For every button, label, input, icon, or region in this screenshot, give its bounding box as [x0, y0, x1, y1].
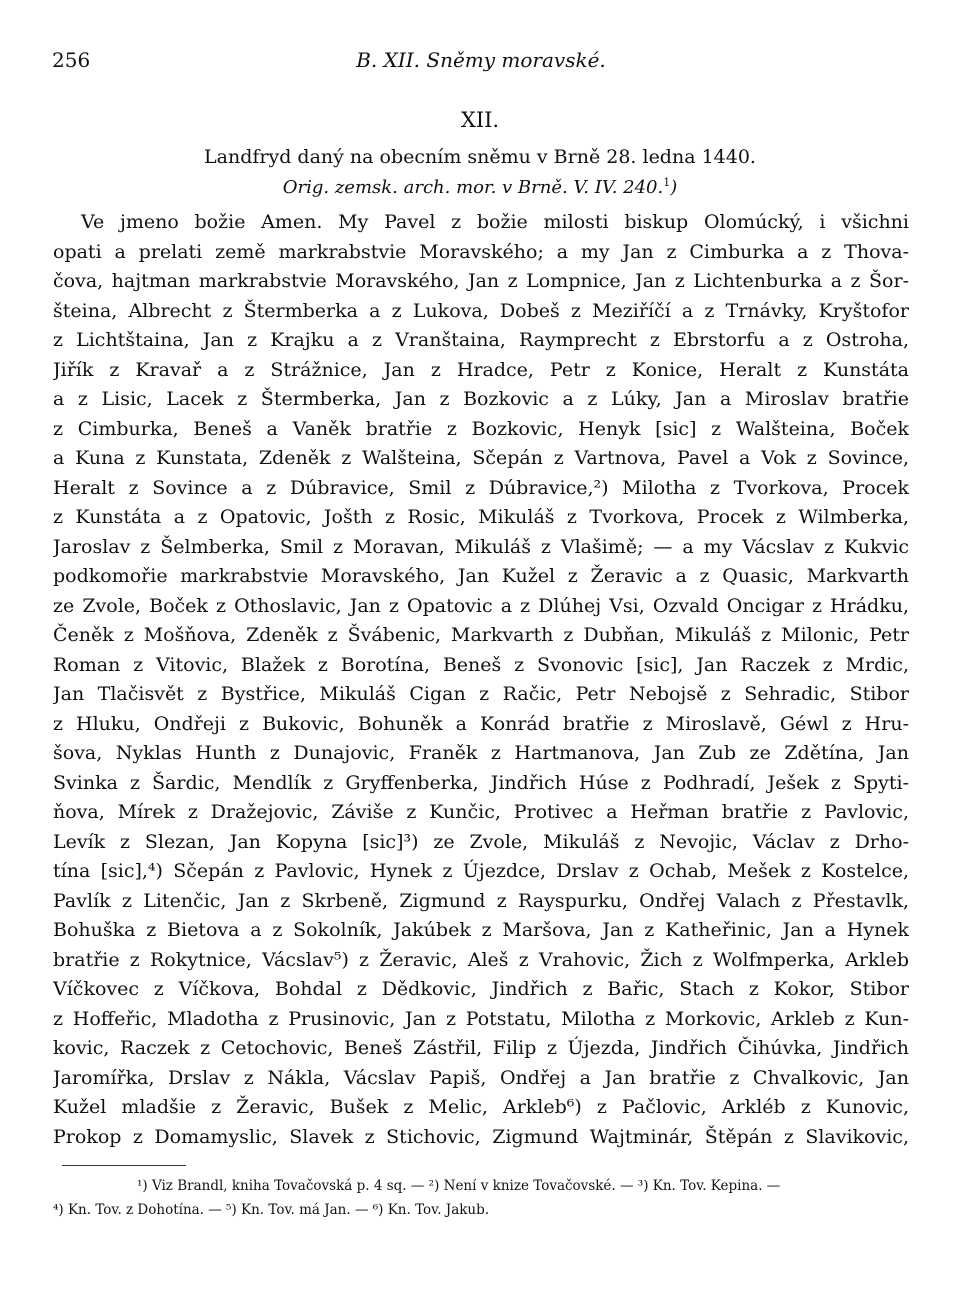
body-line: Víčkovec z Víčkova, Bohdal z Dědkovic, Jindřich z Bařic, Stach z Kokor, Stibor [53, 978, 909, 1000]
body-line: kovic, Raczek z Cetochovic, Beneš Zástřil, Filip z Újezda, Jindřich Čihúvka, Jindřich [53, 1037, 909, 1059]
body-line: a z Lisic, Lacek z Štermberka, Jan z Bozkovic a z Lúky, Jan a Miroslav bratřie [53, 388, 909, 410]
body-line: Kužel mladšie z Žeravic, Bušek z Melic, Arkleb⁶) z Pačlovic, Arkléb z Kunovic, [53, 1096, 909, 1118]
body-line: z Cimburka, Beneš a Vaněk bratřie z Bozkovic, Henyk [sic] z Walšteina, Boček [53, 417, 909, 440]
body-line: Čeněk z Mošňova, Zdeněk z Švábenic, Markvarth z Dubňan, Mikuláš z Milonic, Petr [53, 624, 909, 646]
footnotes [53, 1174, 909, 1222]
body-line: Pavlík z Litenčic, Jan z Skrbeně, Zigmund z Rayspurku, Ondřej Valach z Přestavlk, [53, 889, 909, 912]
footnote-line: ⁴) Kn. Tov. z Dohotína. — ⁵) Kn. Tov. má Jan. — ⁶) Kn. Tov. Jakub. [53, 1202, 490, 1218]
body-line: z Lichtštaina, Jan z Krajku a z Vranštaina, Raymprecht z Ebrstorfu a z Ostroha, [53, 329, 909, 351]
body-line: z Hoffeřic, Mladotha z Prusinovic, Jan z Potstatu, Milotha z Morkovic, Arkleb z Kun- [53, 1007, 909, 1030]
document-title: Landfryd daný na obecním sněmu v Brně 28. ledna 1440. [204, 146, 756, 168]
body-line: Prokop z Domamyslic, Slavek z Stichovic, Zigmund Wajtminár, Štěpán z Slavikovic, [53, 1125, 909, 1148]
body-line: Ve jmeno božie Amen. My Pavel z božie milosti biskup Olomúcký, i všichni [81, 211, 909, 233]
body-line: šova, Nyklas Hunth z Dunajovic, Franěk z Hartmanova, Jan Zub ze Zdětína, Jan [53, 742, 909, 764]
body-line: z Hluku, Ondřeji z Bukovic, Bohuněk a Konrád bratřie z Miroslavě, Géwl z Hru- [53, 712, 909, 735]
body-line: Levík z Slezan, Jan Kopyna [sic]³) ze Zvole, Mikuláš z Nevojic, Václav z Drho- [53, 830, 909, 853]
body-line: Svinka z Šardic, Mendlík z Gryffenberka, Jindřich Húse z Podhradí, Ješek z Spyti- [53, 771, 909, 794]
body-line: Jan Tlačisvět z Bystřice, Mikuláš Cigan z Račic, Petr Nebojsě z Sehradic, Stibor [53, 683, 909, 705]
body-line: Bohuška z Bietova a z Sokolník, Jakúbek z Maršova, Jan z Katheřinic, Jan a Hynek [53, 919, 909, 941]
page-header [52, 48, 910, 78]
body-line: ze Zvole, Boček z Othoslavic, Jan z Opatovic a z Dlúhej Vsi, Ozvald Oncigar z Hrádku, [53, 594, 909, 617]
body-line: a Kuna z Kunstata, Zdeněk z Walšteina, Sčepán z Vartnova, Pavel a Vok z Sovince, [53, 447, 909, 469]
body-line: Jaroslav z Šelmberka, Smil z Moravan, Mikuláš z Vlašimě; — a my Vácslav z Kukvic [53, 535, 909, 558]
body-line: šteina, Albrecht z Štermberka a z Lukova, Dobeš z Meziříčí a z Trnávky, Kryštofor [53, 299, 909, 322]
source-note-close: ) [670, 177, 678, 198]
body-text [53, 208, 909, 1152]
footnote-divider [62, 1165, 186, 1166]
body-line: ňova, Mírek z Dražejovic, Záviše z Kunčic, Protivec a Heřman bratřie z Pavlovic, [53, 801, 909, 823]
source-text: Orig. zemsk. arch. mor. v Brně. V. IV. 240. [282, 177, 664, 198]
body-line: opati a prelati země markrabstvie Moravského; a my Jan z Cimburka a z Thova- [53, 240, 909, 263]
body-line: Roman z Vitovic, Blažek z Borotína, Beneš z Svonovic [sic], Jan Raczek z Mrdic, [53, 653, 909, 676]
body-line: Jaromířka, Drslav z Nákla, Vácslav Papiš, Ondřej a Jan bratřie z Chvalkovic, Jan [53, 1066, 909, 1089]
body-line: Heralt z Sovince a z Dúbravice, Smil z Dúbravice,²) Milotha z Tvorkova, Procek [53, 476, 909, 499]
page-number: 256 [52, 48, 91, 72]
running-title: B. XII. Sněmy moravské. [356, 48, 606, 72]
body-line: z Kunstáta a z Opatovic, Jošth z Rosic, Mikuláš z Tvorkova, Procek z Wilmberka, [53, 506, 909, 528]
footnote-line: ¹) Viz Brandl, kniha Tovačovská p. 4 sq. — ²) Není v knize Tovačovské. — ³) Kn. Tov. Kepina. — [137, 1178, 781, 1194]
body-line: čova, hajtman markrabstvie Moravského, Jan z Lompnice, Jan z Lichtenburka a z Šor- [53, 270, 909, 292]
document-source [0, 177, 960, 198]
section-number: XII. [460, 108, 500, 132]
body-line: podkomořie markrabstvie Moravského, Jan Kužel z Žeravic a z Quasic, Markvarth [53, 565, 909, 587]
body-line: tína [sic],⁴) Sčepán z Pavlovic, Hynek z Újezdce, Drslav z Ochab, Mešek z Kostelce, [53, 860, 909, 882]
body-line: bratřie z Rokytnice, Vácslav⁵) z Žeravic, Aleš z Vrahovic, Žich z Wolfmperka, Arkleb [53, 948, 909, 971]
source-note-mark: 1 [663, 176, 671, 189]
body-line: Jiřík z Kravař a z Strážnice, Jan z Hradce, Petr z Konice, Heralt z Kunstáta [53, 358, 909, 381]
